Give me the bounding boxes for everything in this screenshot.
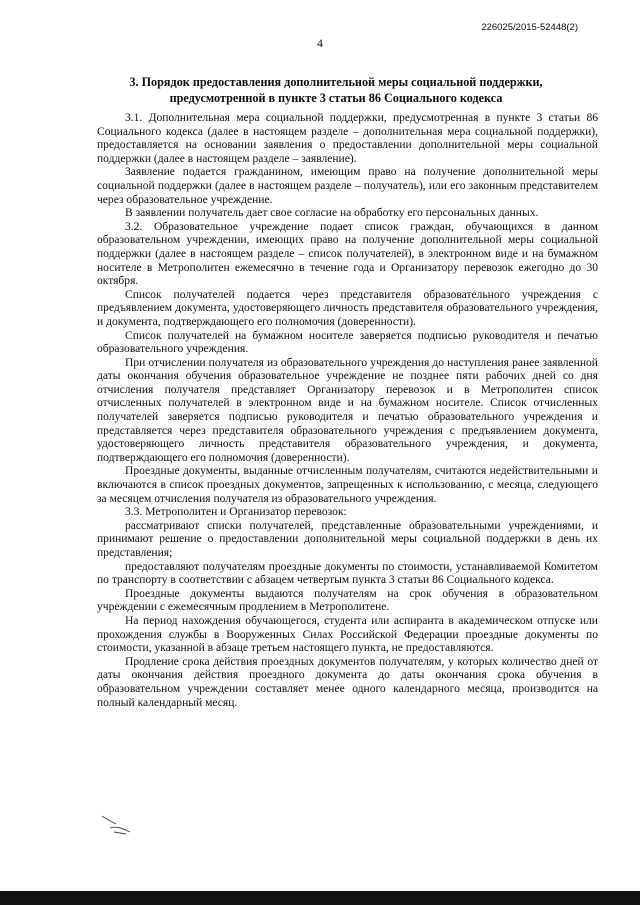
section-heading (106, 74, 566, 106)
paragraph: При отчислении получателя из образовательного учреждения до наступления ранее заявленной даты окончания обучения образовательное учреждение не позднее пяти рабочих дней со дня отчисления получателя представляет Организатору перевозок и в Метрополитен список отчисленных получателей в электронном виде и на бумажном носителе. Список отчисленных получателей заверяется подписью руководителя и печатью образовательного учреждения и представляется через представителя образовательного учреждения с предъявлением документа, удостоверяющего личность представителя образовательного учреждения, и документа, подтверждающего его полномочия (доверенности). (97, 356, 598, 464)
paragraph-3-3: 3.3. Метрополитен и Организатор перевозок: (125, 506, 347, 519)
section-heading-line-2: предусмотренной в пункте 3 статьи 86 Социального кодекса (169, 91, 503, 105)
paragraph: Проездные документы выдаются получателям на срок обучения в образовательном учреждении с ежемесячным продлением в Метрополитене. (97, 587, 598, 614)
paragraph: предоставляют получателям проездные документы по стоимости, устанавливаемой Комитетом по транспорту в соответствии с абзацем четвертым пункта 3 статьи 86 Социального кодекса. (97, 560, 598, 587)
document-body (97, 112, 598, 710)
paragraph: Проездные документы, выданные отчисленным получателям, считаются недействительными и включаются в список проездных документов, запрещенных к использованию, с месяца, следующего за месяцем отчисления получателя из образовательного учреждения. (97, 465, 598, 505)
signature-mark (100, 812, 140, 838)
paragraph: В заявлении получатель дает свое согласие на обработку его персональных данных. (125, 207, 539, 220)
paragraph: Список получателей подается через представителя образовательного учреждения с предъявлением документа, удостоверяющего личность представителя образовательного учреждения, и документа, подтверждающего его полномочия (доверенности). (97, 288, 598, 328)
document-registration-number: 226025/2015-52448(2) (481, 22, 578, 33)
paragraph: Продление срока действия проездных документов получателям, у которых количество дней от даты окончания действия проездного документа до даты окончания срока обучения в образовательном учреждении составляет менее одного календарного месяца, производится на полный календарный месяц. (97, 655, 598, 709)
scan-border-bar (0, 891, 640, 905)
section-heading-line-1: 3. Порядок предоставления дополнительной меры социальной поддержки, (129, 75, 543, 89)
paragraph: Заявление подается гражданином, имеющим право на получение дополнительной меры социальной поддержки (далее в настоящем разделе – получатель), или его законным представителем через образовательное учреждение. (97, 166, 598, 206)
paragraph: Список получателей на бумажном носителе заверяется подписью руководителя и печатью образовательного учреждения. (97, 329, 598, 356)
page-number: 4 (317, 36, 323, 50)
paragraph: На период нахождения обучающегося, студента или аспиранта в академическом отпуске или прохождения службы в Вооруженных Силах Российской Федерации проездные документы по стоимости, указанной в абзаце третьем настоящего пункта, не предоставляются. (97, 614, 598, 655)
paragraph-3-1: 3.1. Дополнительная мера социальной поддержки, предусмотренная в пункте 3 статьи 86 Социального кодекса (далее в настоящем разделе – дополнительная мера социальной поддержки), предоставляется на основании заявления о предоставлении дополнительной меры социальной поддержки (далее в настоящем разделе – заявление). (97, 112, 598, 165)
paragraph-3-2: 3.2. Образовательное учреждение подает список граждан, обучающихся в данном образовательном учреждении, имеющих право на получение дополнительной меры социальной поддержки (далее в настоящем разделе – список получателей), в электронном виде и на бумажном носителе в Метрополитен ежемесячно в течение года и Организатору перевозок ежегодно до 30 октября. (97, 220, 598, 288)
paragraph: рассматривают списки получателей, представленные образовательными учреждениями, и принимают решение о предоставлении дополнительной меры социальной поддержки в день их представления; (97, 519, 598, 559)
